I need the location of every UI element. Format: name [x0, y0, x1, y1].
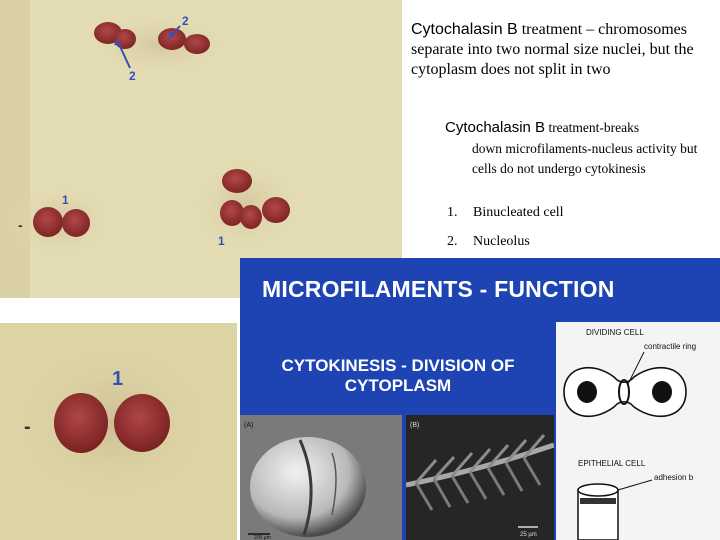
- sem-image-b-graphic: [406, 415, 554, 540]
- sub-rest-2: down microfilaments-nucleus activity but cells do not undergo cytokinesis: [472, 141, 698, 176]
- micrograph-top-label-4: -: [18, 217, 23, 233]
- sub-paragraph: [445, 118, 710, 179]
- list-item-number: 2.: [447, 234, 458, 249]
- micrograph-bottom-label-1: 1: [112, 368, 124, 390]
- cytokinesis-diagram: [556, 322, 720, 540]
- list-item-label: Binucleated cell: [473, 205, 564, 220]
- slide-subtitle-line-2: CYTOPLASM: [344, 376, 452, 395]
- micrograph-bottom-label-2: -: [24, 416, 31, 438]
- sem-b-scale: 25 µm: [520, 532, 537, 538]
- slide-title: MICROFILAMENTS - FUNCTION: [262, 276, 615, 302]
- slide-subtitle-line-1: CYTOKINESIS - DIVISION OF: [281, 356, 515, 375]
- sem-a-label: (A): [244, 422, 254, 429]
- micrograph-top-label-2: 2: [129, 69, 136, 83]
- title-lead: Cytochalasin B: [411, 21, 518, 38]
- micrograph-bottom-image: [0, 323, 237, 540]
- adhesion-label: adhesion b: [654, 473, 694, 482]
- slide-subtitle: [248, 356, 548, 396]
- title-paragraph: [411, 20, 711, 80]
- epithelial-cell-label: EPITHELIAL CELL: [578, 459, 646, 468]
- sem-image-b: [406, 415, 554, 540]
- micrograph-top-image: [0, 0, 402, 298]
- dividing-cell-label: DIVIDING CELL: [586, 328, 644, 337]
- sub-lead: Cytochalasin B: [445, 119, 546, 136]
- micrograph-top-label-1: 2: [182, 14, 189, 28]
- diagram-graphic: [556, 322, 720, 540]
- sem-image-a: [240, 415, 402, 540]
- title-rest: treatment – chromosomes separate into two normal size nuclei, but the cytoplasm does not split in two: [411, 21, 694, 78]
- list-item-label: Nucleolus: [473, 234, 530, 249]
- sub-rest-1: treatment-breaks: [545, 120, 640, 135]
- sem-a-scale: 200 µm: [254, 535, 271, 540]
- list-item-number: 1.: [447, 205, 458, 220]
- micrograph-bottom: [0, 323, 237, 540]
- slide-panel: [240, 258, 720, 540]
- sem-image-a-graphic: [240, 415, 402, 540]
- sem-b-label: (B): [410, 422, 420, 429]
- micrograph-top-label-3: 1: [62, 193, 69, 207]
- micrograph-top: [0, 0, 402, 298]
- list-item: [447, 205, 564, 221]
- micrograph-top-label-5: 1: [218, 234, 225, 248]
- contractile-ring-label: contractile ring: [644, 342, 697, 351]
- list-item: [447, 234, 530, 250]
